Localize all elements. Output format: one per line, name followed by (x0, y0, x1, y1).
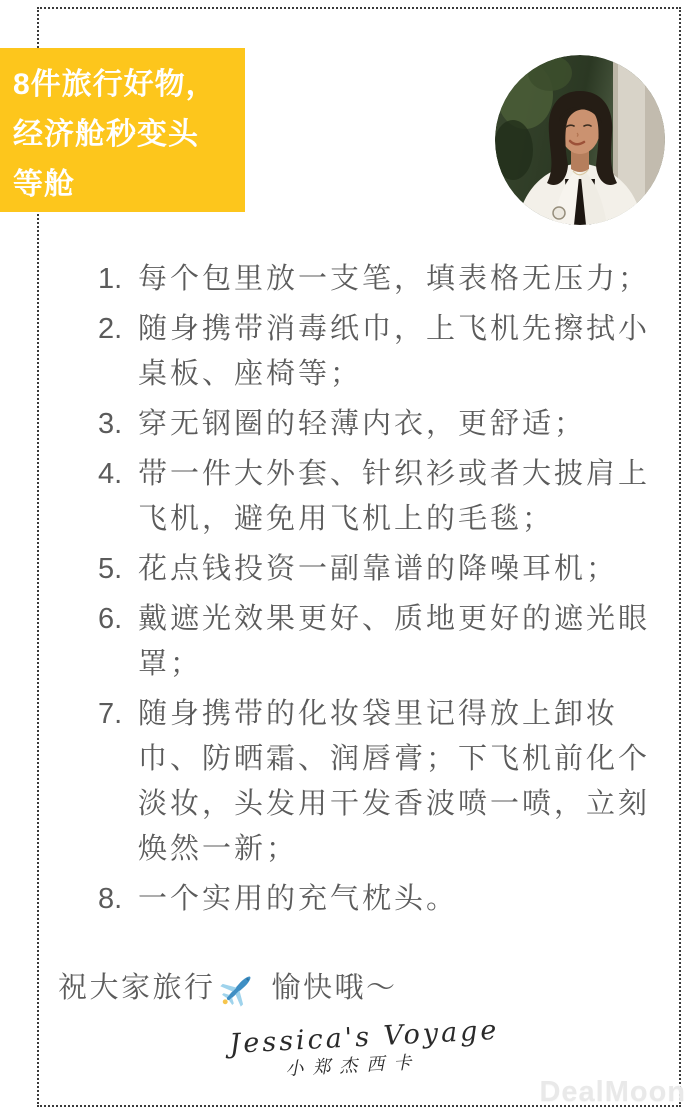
tip-number: 8. (98, 883, 123, 915)
tip-number: 4. (98, 458, 123, 490)
tip-text: 穿无钢圈的轻薄内衣，更舒适； (138, 408, 587, 440)
closing-text-before: 祝大家旅行 (58, 972, 216, 1004)
closing-text-after: 愉快哦～ (271, 972, 398, 1004)
tip-number: 2. (98, 313, 123, 345)
tip-item-6 (98, 597, 664, 687)
tip-item-1 (98, 257, 664, 302)
tip-number: 7. (98, 698, 123, 730)
tip-number: 3. (98, 408, 123, 440)
tip-text: 随身携带消毒纸巾，上飞机先擦拭小桌板、座椅等； (138, 313, 651, 390)
tip-item-7 (98, 692, 664, 872)
title-line-2: 经济舱秒变头 (13, 118, 199, 151)
tip-text: 随身携带的化妆袋里记得放上卸妆巾、防晒霜、润唇膏；下飞机前化个淡妆，头发用干发香波喷一喷，立刻焕然一新； (138, 698, 651, 865)
airplane-emoji (218, 969, 258, 1009)
tip-item-4 (98, 452, 664, 542)
signature-chinese: 小郑杰西卡 (284, 1051, 421, 1080)
tip-text: 每个包里放一支笔，填表格无压力； (138, 263, 651, 295)
closing-wish-line (58, 966, 398, 1011)
avatar (495, 55, 665, 225)
title-line-1: 8件旅行好物， (13, 68, 217, 101)
tips-list (98, 257, 664, 927)
tip-text: 一个实用的充气枕头。 (138, 883, 459, 915)
tip-item-3 (98, 402, 664, 447)
tip-text: 花点钱投资一副靠谱的降噪耳机； (138, 553, 619, 585)
tip-text: 戴遮光效果更好、质地更好的遮光眼罩； (138, 603, 651, 680)
signature-latin: Jessica's Voyage (228, 1014, 501, 1060)
tip-text: 带一件大外套、针织衫或者大披肩上飞机，避免用飞机上的毛毯； (138, 458, 651, 535)
tip-number: 6. (98, 603, 123, 635)
title-box (0, 48, 245, 212)
tip-item-8 (98, 877, 664, 922)
tip-number: 5. (98, 553, 123, 585)
tip-number: 1. (98, 263, 123, 295)
tip-item-2 (98, 307, 664, 397)
dealmoon-watermark: DealMoon (539, 1076, 686, 1108)
title-line-3: 等舱 (13, 168, 75, 201)
tip-item-5 (98, 547, 664, 592)
avatar-photo-illustration (495, 55, 665, 225)
